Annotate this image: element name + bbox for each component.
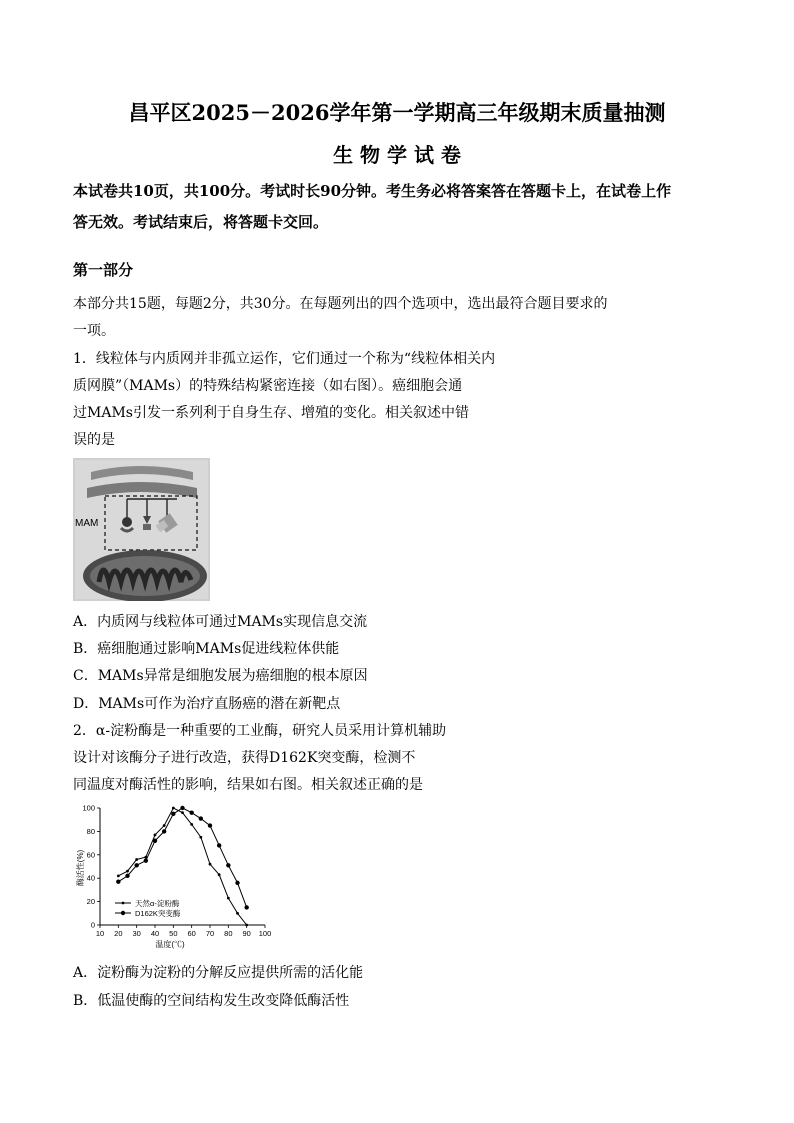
mam-label: MAM — [75, 518, 99, 529]
data-point — [172, 807, 175, 810]
data-point — [134, 863, 138, 867]
data-point — [144, 858, 148, 862]
data-point — [163, 824, 166, 827]
exam-subtitle: 生 物 学 试 卷 — [333, 143, 461, 167]
y-tick-label: 100 — [82, 803, 95, 813]
data-point — [236, 912, 239, 915]
data-point — [153, 839, 157, 843]
y-tick-label: 0 — [90, 920, 95, 930]
q1-option-a: A．内质网与线粒体可通过MAMs实现信息交流 — [73, 614, 368, 630]
q1-option-b: B．癌细胞通过影响MAMs促进线粒体供能 — [73, 641, 340, 657]
q1-stem-line-1: 1．线粒体与内质网并非孤立运作，它们通过一个称为“线粒体相关内 — [73, 351, 496, 367]
instructions-line-2: 答无效。考试结束后，将答题卡交回。 — [73, 213, 329, 231]
x-tick-label: 20 — [114, 929, 123, 938]
data-point — [162, 829, 166, 833]
exam-title: 昌平区2025－2026学年第一学期高三年级期末质量抽测 — [128, 100, 666, 125]
q2-stem-line-1: 2．α-淀粉酶是一种重要的工业酶，研究人员采用计算机辅助 — [73, 723, 447, 739]
q2-option-b: B．低温使酶的空间结构发生改变降低酶活性 — [73, 993, 350, 1009]
y-tick-label: 80 — [86, 826, 95, 836]
data-point — [154, 834, 157, 837]
x-tick-label: 60 — [187, 929, 196, 938]
data-point — [245, 924, 248, 927]
x-tick-label: 70 — [205, 929, 215, 938]
data-point — [227, 897, 230, 900]
x-tick-label: 10 — [95, 929, 105, 938]
data-point — [199, 816, 203, 820]
q1-stem-line-4: 误的是 — [73, 432, 115, 448]
q2-stem-line-3: 同温度对酶活性的影响，结果如右图。相关叙述正确的是 — [73, 777, 423, 793]
part-heading: 第一部分 — [73, 261, 134, 279]
data-point — [180, 806, 184, 810]
data-point — [235, 881, 239, 885]
q1-option-d: D．MAMs可作为治疗直肠癌的潜在新靶点 — [73, 696, 341, 712]
data-point — [209, 863, 212, 866]
x-axis-label: 温度(℃) — [155, 940, 185, 949]
series-line-2 — [118, 808, 246, 907]
q1-option-c: C．MAMs异常是细胞发展为癌细胞的根本原因 — [73, 668, 368, 684]
legend-marker-2 — [121, 911, 125, 915]
x-tick-label: 50 — [169, 929, 178, 938]
data-point — [135, 858, 138, 861]
data-point — [208, 823, 212, 827]
q1-stem-line-2: 质网膜”（MAMs）的特殊结构紧密连接（如右图）。癌细胞会通 — [73, 378, 463, 394]
y-tick-label: 40 — [86, 873, 95, 883]
data-point — [181, 811, 184, 814]
data-point — [189, 810, 193, 814]
data-point — [116, 880, 120, 884]
data-point — [218, 873, 221, 876]
mam-diagram — [73, 458, 210, 601]
y-tick-label: 20 — [86, 897, 95, 907]
q2-stem-line-2: 设计对该酶分子进行改造，获得D162K突变酶，检测不 — [73, 750, 416, 766]
legend-label-2: D162K突变酶 — [135, 909, 181, 918]
q1-stem-line-3: 过MAMs引发一系列利于自身生存、增殖的变化。相关叙述中错 — [73, 405, 469, 421]
part-intro-line-2: 一项。 — [73, 323, 115, 339]
x-tick-label: 40 — [150, 929, 160, 938]
part-intro-line-1: 本部分共15题，每题2分，共30分。在每题列出的四个选项中，选出最符合题目要求的 — [73, 296, 608, 312]
data-point — [226, 863, 230, 867]
data-point — [217, 843, 221, 847]
x-tick-label: 100 — [258, 929, 272, 938]
enzyme-activity-chart — [75, 800, 280, 950]
chart-legend — [115, 898, 181, 918]
data-point — [117, 874, 120, 877]
data-point — [190, 823, 193, 826]
data-point — [171, 812, 175, 816]
q2-option-a: A．淀粉酶为淀粉的分解反应提供所需的活化能 — [73, 965, 364, 981]
legend-label-1: 天然α-淀粉酶 — [135, 899, 180, 908]
legend-marker-1 — [122, 902, 125, 905]
data-point — [126, 870, 129, 873]
y-tick-label: 60 — [86, 850, 95, 860]
x-tick-label: 30 — [132, 929, 141, 938]
data-point — [244, 905, 248, 909]
data-point — [199, 836, 202, 839]
x-tick-label: 90 — [242, 929, 251, 938]
y-axis-label: 酶活性(%) — [76, 849, 85, 887]
x-tick-label: 80 — [224, 929, 233, 938]
instructions-line-1: 本试卷共10页，共100分。考试时长90分钟。考生务必将答案答在答题卡上，在试卷上作 — [73, 182, 672, 200]
data-point — [125, 874, 129, 878]
